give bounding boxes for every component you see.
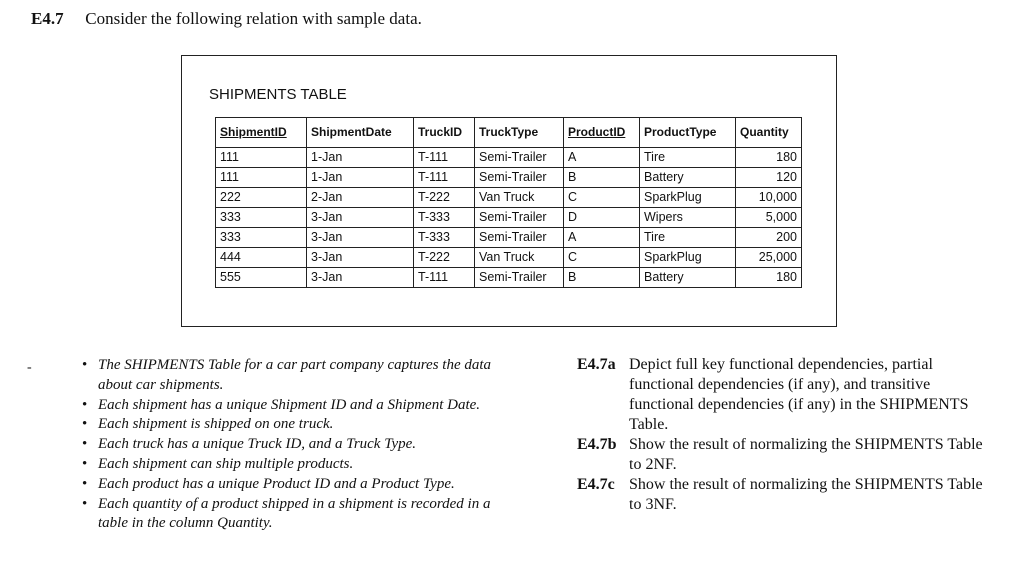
table-cell: SparkPlug (640, 248, 736, 268)
table-cell: 5,000 (736, 208, 802, 228)
table-cell: 222 (216, 188, 307, 208)
column-header: TruckID (414, 118, 475, 148)
table-cell: T-111 (414, 168, 475, 188)
table-cell: 555 (216, 268, 307, 288)
column-header: Quantity (736, 118, 802, 148)
column-header: ShipmentID (216, 118, 307, 148)
task-text: Depict full key functional dependencies, partial functional dependencies (if any), and transitive functional dependencies (if any) in the SHIPMENTS Table. (629, 356, 969, 433)
column-header: TruckType (475, 118, 564, 148)
task-label: E4.7b (577, 436, 617, 453)
task-label: E4.7a (577, 356, 616, 373)
table-body (216, 148, 802, 288)
exercise-number: E4.7 (31, 9, 64, 28)
table-cell: 25,000 (736, 248, 802, 268)
table-row (216, 168, 802, 188)
table-cell: 333 (216, 228, 307, 248)
table-row (216, 148, 802, 168)
table-cell: D (564, 208, 640, 228)
list-item: • Each product has a unique Product ID and a Product Type. (82, 475, 522, 495)
exercise-header (31, 9, 422, 29)
table-cell: T-111 (414, 268, 475, 288)
table-cell: B (564, 268, 640, 288)
column-header: ProductID (564, 118, 640, 148)
table-cell: T-333 (414, 228, 475, 248)
table-cell: 120 (736, 168, 802, 188)
table-cell: 333 (216, 208, 307, 228)
table-cell: Van Truck (475, 248, 564, 268)
table-cell: Van Truck (475, 188, 564, 208)
margin-mark: - (27, 360, 32, 375)
list-item: • Each shipment can ship multiple products. (82, 455, 522, 475)
table-cell: 3-Jan (307, 228, 414, 248)
task-item (577, 475, 997, 515)
task-item (577, 355, 997, 435)
column-header: ProductType (640, 118, 736, 148)
table-cell: A (564, 148, 640, 168)
table-header-row (216, 118, 802, 148)
table-row (216, 268, 802, 288)
table-row (216, 208, 802, 228)
table-cell: T-111 (414, 148, 475, 168)
table-cell: Battery (640, 268, 736, 288)
list-item: • Each shipment has a unique Shipment ID and a Shipment Date. (82, 396, 522, 416)
table-title: SHIPMENTS TABLE (209, 86, 347, 103)
table-cell: 111 (216, 168, 307, 188)
table-cell: Wipers (640, 208, 736, 228)
assumptions-list (82, 356, 522, 534)
table-cell: 3-Jan (307, 268, 414, 288)
table-cell: 180 (736, 148, 802, 168)
table-cell: 1-Jan (307, 168, 414, 188)
task-list (577, 355, 997, 515)
table-cell: Semi-Trailer (475, 208, 564, 228)
list-item: • The SHIPMENTS Table for a car part company captures the data about car shipments. (82, 356, 522, 396)
table-cell: Semi-Trailer (475, 268, 564, 288)
table-cell: SparkPlug (640, 188, 736, 208)
list-item: • Each quantity of a product shipped in a shipment is recorded in a table in the column Quantity. (82, 495, 522, 535)
list-item: • Each truck has a unique Truck ID, and a Truck Type. (82, 435, 522, 455)
table-cell: 200 (736, 228, 802, 248)
table-cell: 3-Jan (307, 248, 414, 268)
table-cell: 10,000 (736, 188, 802, 208)
table-row (216, 248, 802, 268)
table-cell: 3-Jan (307, 208, 414, 228)
shipments-table (215, 117, 802, 288)
table-cell: B (564, 168, 640, 188)
task-text: Show the result of normalizing the SHIPMENTS Table to 2NF. (629, 436, 983, 473)
table-cell: 111 (216, 148, 307, 168)
table-row (216, 188, 802, 208)
column-header: ShipmentDate (307, 118, 414, 148)
table-cell: Semi-Trailer (475, 168, 564, 188)
shipments-table-box (181, 55, 837, 327)
task-text: Show the result of normalizing the SHIPMENTS Table to 3NF. (629, 476, 983, 513)
table-cell: C (564, 248, 640, 268)
table-cell: C (564, 188, 640, 208)
exercise-prompt: Consider the following relation with sample data. (85, 9, 422, 28)
table-cell: Semi-Trailer (475, 148, 564, 168)
table-cell: Semi-Trailer (475, 228, 564, 248)
table-cell: A (564, 228, 640, 248)
table-cell: 2-Jan (307, 188, 414, 208)
table-cell: 180 (736, 268, 802, 288)
task-item (577, 435, 997, 475)
table-cell: Tire (640, 228, 736, 248)
table-cell: T-333 (414, 208, 475, 228)
table-cell: 444 (216, 248, 307, 268)
table-cell: T-222 (414, 188, 475, 208)
table-row (216, 228, 802, 248)
table-cell: Tire (640, 148, 736, 168)
list-item: • Each shipment is shipped on one truck. (82, 415, 522, 435)
table-cell: Battery (640, 168, 736, 188)
task-label: E4.7c (577, 476, 615, 493)
table-cell: 1-Jan (307, 148, 414, 168)
table-cell: T-222 (414, 248, 475, 268)
